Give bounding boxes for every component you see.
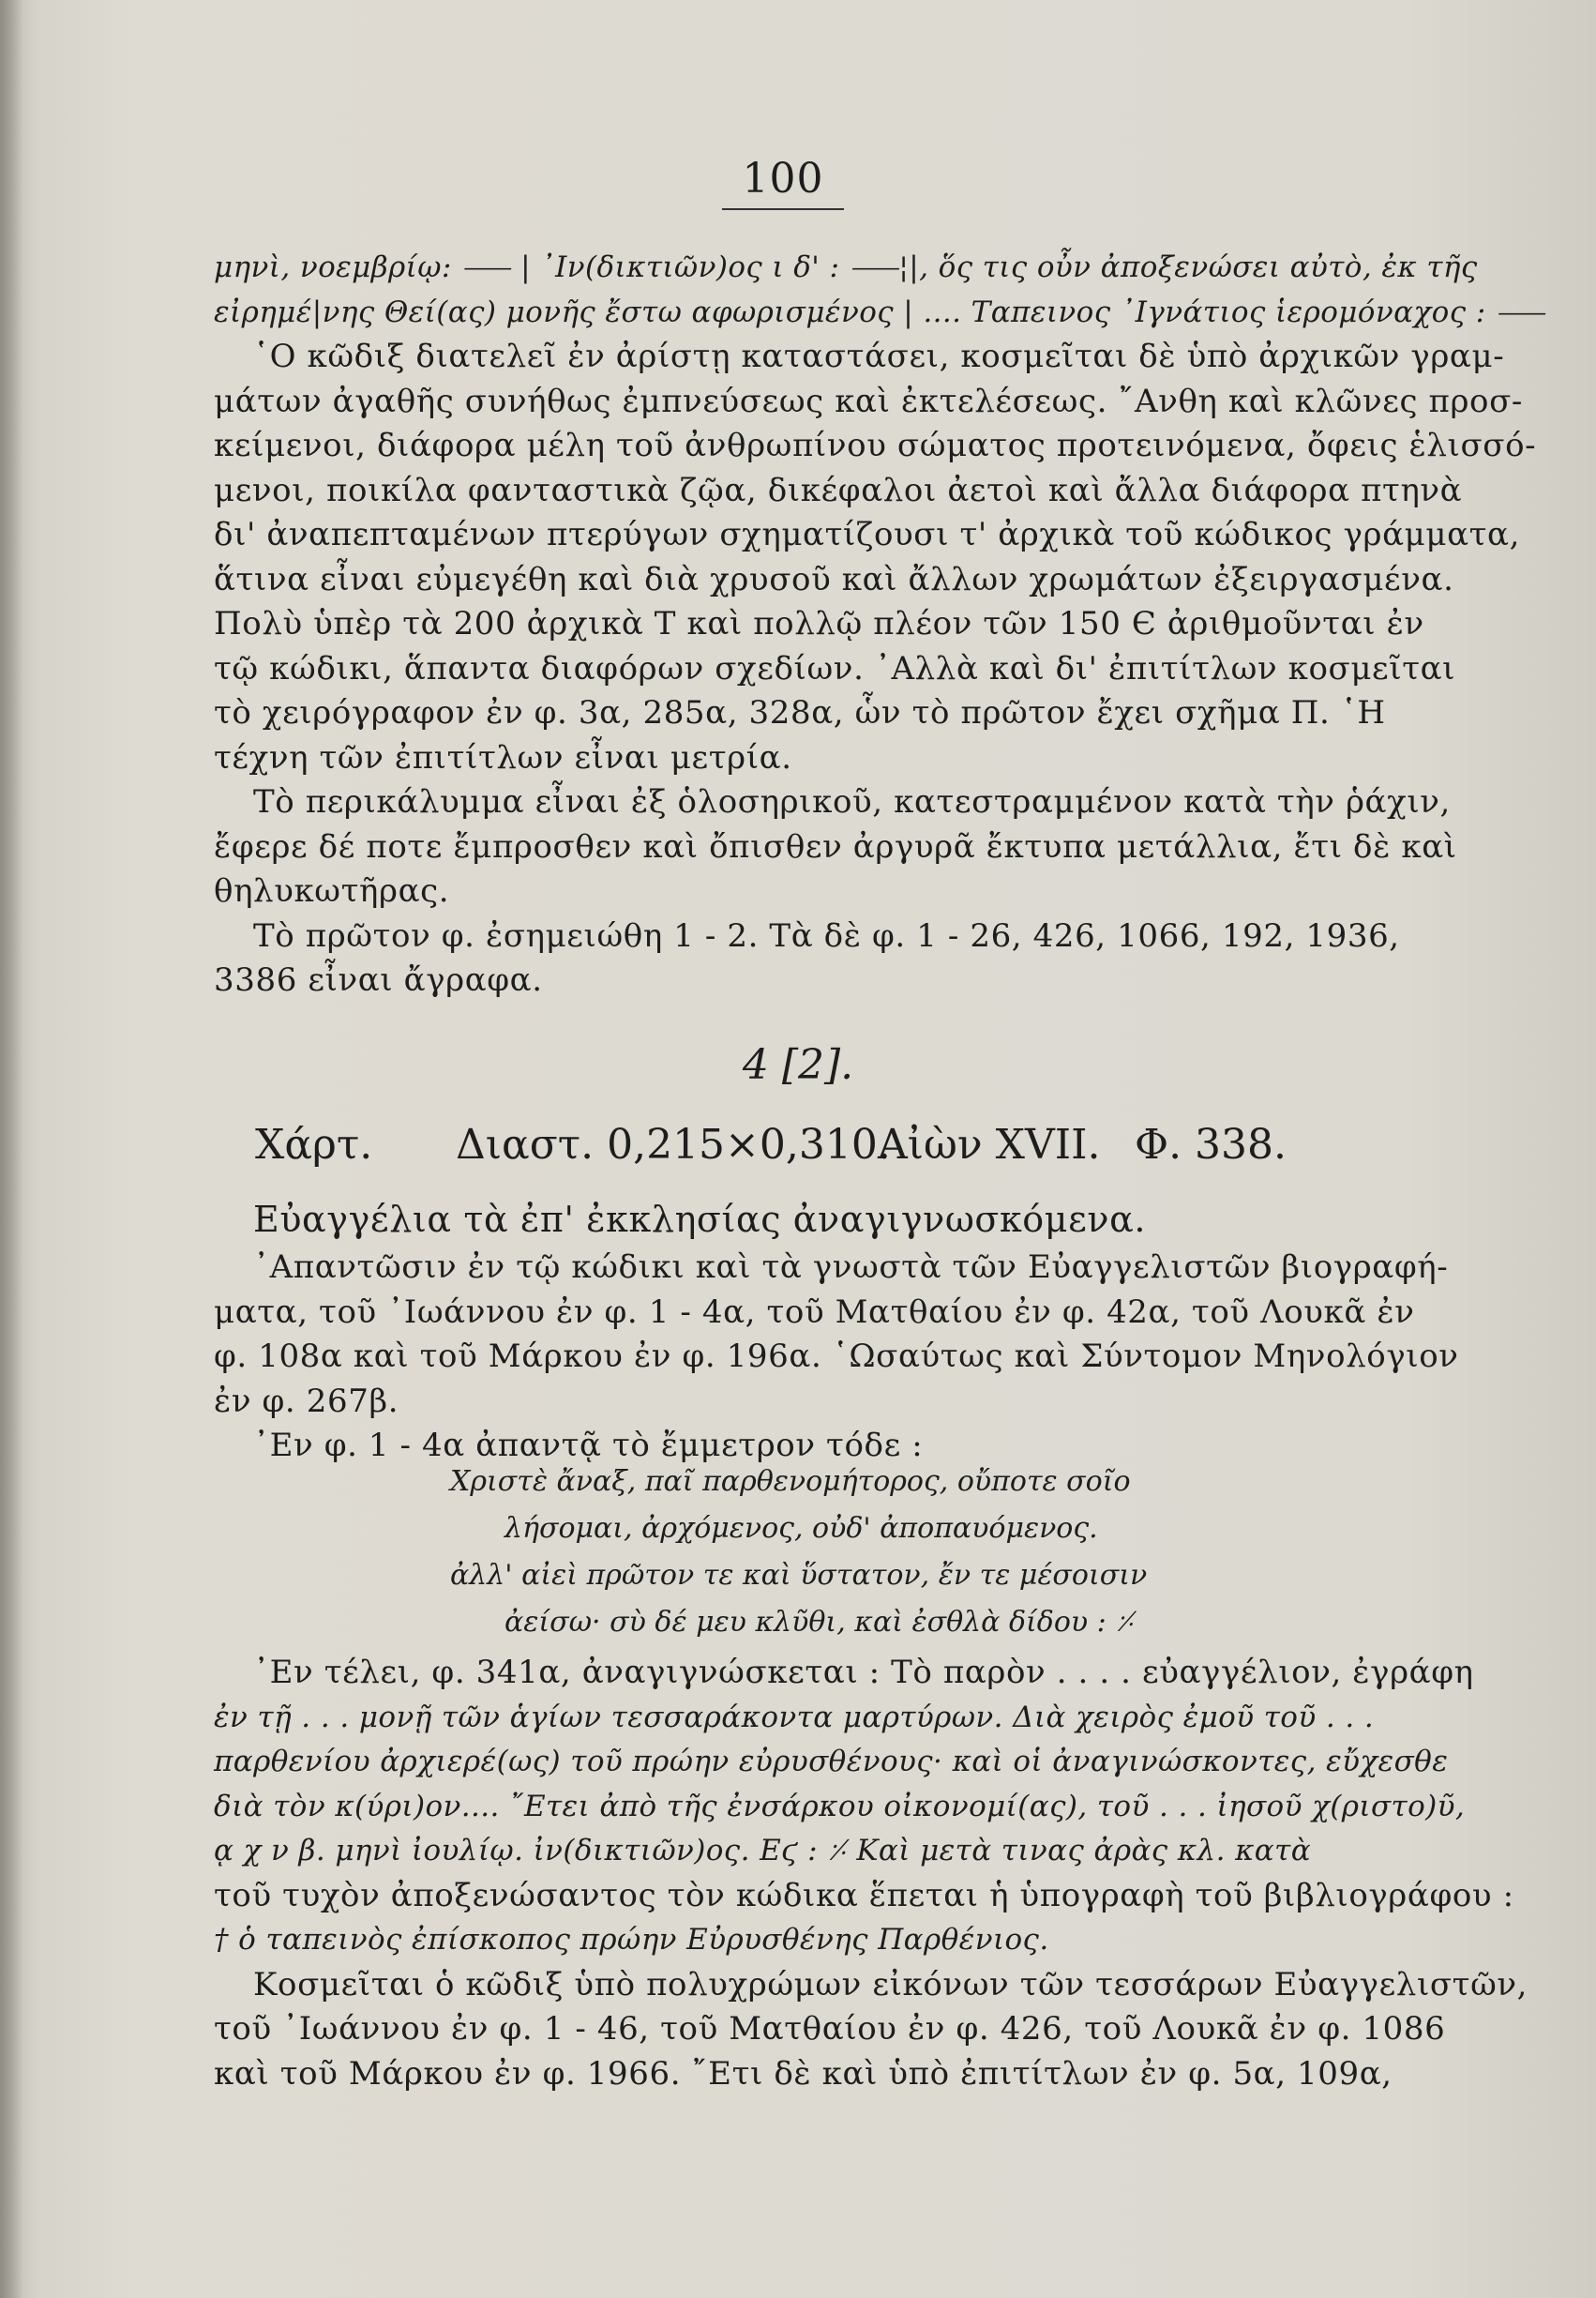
text-line: ῾Ο κῶδιξ διατελεῖ ἐν ἀρίστῃ καταστάσει, κοσμεῖται δὲ ὑπὸ ἀρχικῶν γραμ-: [253, 338, 1505, 375]
text-line: τὸ χειρόγραφον ἐν φ. 3α, 285α, 328α, ὧν τὸ πρῶτον ἔχει σχῆμα Π. ῾Η: [214, 694, 1386, 732]
text-line: τέχνη τῶν ἐπιτίτλων εἶναι μετρία.: [214, 738, 792, 777]
text-line: ματα, τοῦ ᾿Ιωάννου ἐν φ. 1 - 4α, τοῦ Ματθαίου ἐν φ. 42α, τοῦ Λουκᾶ ἐν: [214, 1293, 1415, 1331]
text-line: θηλυκωτῆρας.: [214, 872, 450, 910]
text-line: † ὁ ταπεινὸς ἐπίσκοπος πρώην Εὐρυσθένης Παρθένιος.: [214, 1923, 1049, 1957]
text-line: ᾿Εν φ. 1 - 4α ἀπαντᾷ τὸ ἔμμετρον τόδε :: [253, 1427, 924, 1464]
text-line: καὶ τοῦ Μάρκου ἐν φ. 1966. ῎Ετι δὲ καὶ ὑπὸ ἐπιτίτλων ἐν φ. 5α, 109α,: [214, 2054, 1393, 2093]
text-line: ᾿Απαντῶσιν ἐν τῷ κώδικι καὶ τὰ γνωστὰ τῶν Εὐαγγελιστῶν βιογραφή-: [253, 1248, 1449, 1286]
text-line: 3386 εἶναι ἄγραφα.: [214, 961, 543, 999]
entry-poem: [450, 1459, 1294, 1646]
text-line: τοῦ ᾿Ιωάννου ἐν φ. 1 - 46, τοῦ Ματθαίου ἐν φ. 426, τοῦ Λουκᾶ ἐν φ. 1086: [214, 2010, 1446, 2048]
continuation-text: [214, 246, 1545, 1004]
text-line: λήσομαι, ἀρχόμενος, οὐδ' ἀποπαυόμενος.: [504, 1512, 1098, 1545]
entry-material: Χάρτ.: [255, 1121, 373, 1169]
text-line: Πολὺ ὑπὲρ τὰ 200 ἀρχικὰ Τ καὶ πολλῷ πλέον τῶν 150 Є ἀριθμοῦνται ἐν: [214, 605, 1424, 643]
text-line: Τὸ πρῶτον φ. ἐσημειώθη 1 - 2. Τὰ δὲ φ. 1 - 26, 426, 1066, 192, 1936,: [253, 916, 1400, 955]
text-line: ᾿Εν τέλει, φ. 341α, ἀναγιγνώσκεται : Τὸ παρὸν . . . . εὐαγγέλιον, ἐγράφη: [253, 1654, 1474, 1691]
text-line: μηνὶ, νοεμβρίῳ: ⸺ | ᾿Ιν(δικτιῶν)ος ι δ' : ⸺¦|, ὅς τις οὖν ἀποξενώσει αὐτὸ, ἐκ τῆς: [214, 250, 1478, 284]
text-line: ἐν τῇ . . . μονῇ τῶν ἁγίων τεσσαράκοντα μαρτύρων. Διὰ χειρὸς ἐμοῦ τοῦ . . .: [214, 1700, 1375, 1734]
text-line: κείμενοι, διάφορα μέλη τοῦ ἀνθρωπίνου σώματος προτεινόμενα, ὄφεις ἑλισσό-: [214, 427, 1537, 464]
text-line: ἀείσω· σὺ δέ μευ κλῦθι, καὶ ἐσθλὰ δίδου : ⸓: [504, 1606, 1135, 1639]
text-line: ἔφερε δέ ποτε ἔμπροσθεν καὶ ὄπισθεν ἀργυρᾶ ἔκτυπα μετάλλια, ἔτι δὲ καὶ: [214, 827, 1457, 866]
entry-description: [214, 1193, 1459, 1469]
text-line: Τὸ περικάλυμμα εἶναι ἐξ ὁλοσηρικοῦ, κατεστραμμένον κατὰ τὴν ῥάχιν,: [253, 783, 1451, 821]
page-gutter-shadow: [0, 0, 23, 2298]
entry-century: Αἰὼν XVII.: [878, 1121, 1101, 1169]
text-line: δι' ἀναπεπταμένων πτερύγων σχηματίζουσι τ' ἀρχικὰ τοῦ κώδικος γράμματα,: [214, 516, 1521, 553]
page-number-rule: [722, 208, 844, 210]
text-line: Χριστὲ ἄναξ, παῖ παρθενομήτορος, οὔποτε σοῖο: [450, 1465, 1131, 1498]
text-line: τῷ κώδικι, ἅπαντα διαφόρων σχεδίων. ᾿Αλλὰ καὶ δι' ἐπιτίτλων κοσμεῖται: [214, 649, 1456, 688]
text-line: φ. 108α καὶ τοῦ Μάρκου ἐν φ. 196α. ῾Ωσαύτως καὶ Σύντομον Μηνολόγιον: [214, 1338, 1459, 1375]
text-line: Εὐαγγέλια τὰ ἐπ' ἐκκλησίας ἀναγιγνωσκόμενα.: [253, 1199, 1147, 1240]
text-line: παρθενίου ἀρχιερέ(ως) τοῦ πρώην εὐρυσθένους· καὶ οἱ ἀναγινώσκοντες, εὔχεσθε: [214, 1745, 1449, 1778]
page-number: 100: [742, 155, 824, 203]
text-line: μενοι, ποικίλα φανταστικὰ ζῷα, δικέφαλοι ἀετοὶ καὶ ἄλλα διάφορα πτηνὰ: [214, 471, 1463, 509]
text-line: Κοσμεῖται ὁ κῶδιξ ὑπὸ πολυχρώμων εἰκόνων τῶν τεσσάρων Εὐαγγελιστῶν,: [253, 1965, 1528, 2003]
text-line: τοῦ τυχὸν ἀποξενώσαντος τὸν κώδικα ἕπεται ἡ ὑπογραφὴ τοῦ βιβλιογράφου :: [214, 1876, 1514, 1914]
text-line: ἀλλ' αἰεὶ πρῶτον τε καὶ ὕστατον, ἔν τε μέσοισιν: [450, 1559, 1148, 1592]
entry-dimensions: Διαστ. 0,215×0,310.: [456, 1121, 891, 1169]
text-line: διὰ τὸν κ(ύρι)ον.... ῎Ετει ἀπὸ τῆς ἐνσάρκου οἰκονομί(ας), τοῦ . . . ἰησοῦ χ(ριστο)ῦ,: [214, 1789, 1466, 1823]
text-line: εἰρημέ|νης Θεί(ας) μονῆς ἔστω αφωρισμένος | .... Ταπεινος ᾿Ιγνάτιος ἱερομόναχος : ⸺: [214, 295, 1545, 329]
text-line: ἅτινα εἶναι εὐμεγέθη καὶ διὰ χρυσοῦ καὶ ἄλλων χρωμάτων ἐξειργασμένα.: [214, 560, 1454, 598]
text-line: μάτων ἀγαθῆς συνήθως ἐμπνεύσεως καὶ ἐκτελέσεως. ῎Ανθη καὶ κλῶνες προσ-: [214, 382, 1524, 420]
entry-number: 4 [2].: [742, 1041, 854, 1089]
entry-colophon: [214, 1651, 1528, 2096]
text-line: ᾳ χ ν β. μηνὶ ἰουλίῳ. ἰν(δικτιῶν)ος. Εϛ : ⸓ Καὶ μετὰ τινας ἀρὰς κλ. κατὰ: [214, 1834, 1312, 1867]
entry-folios: Φ. 338.: [1135, 1121, 1287, 1169]
text-line: ἐν φ. 267β.: [214, 1382, 399, 1420]
